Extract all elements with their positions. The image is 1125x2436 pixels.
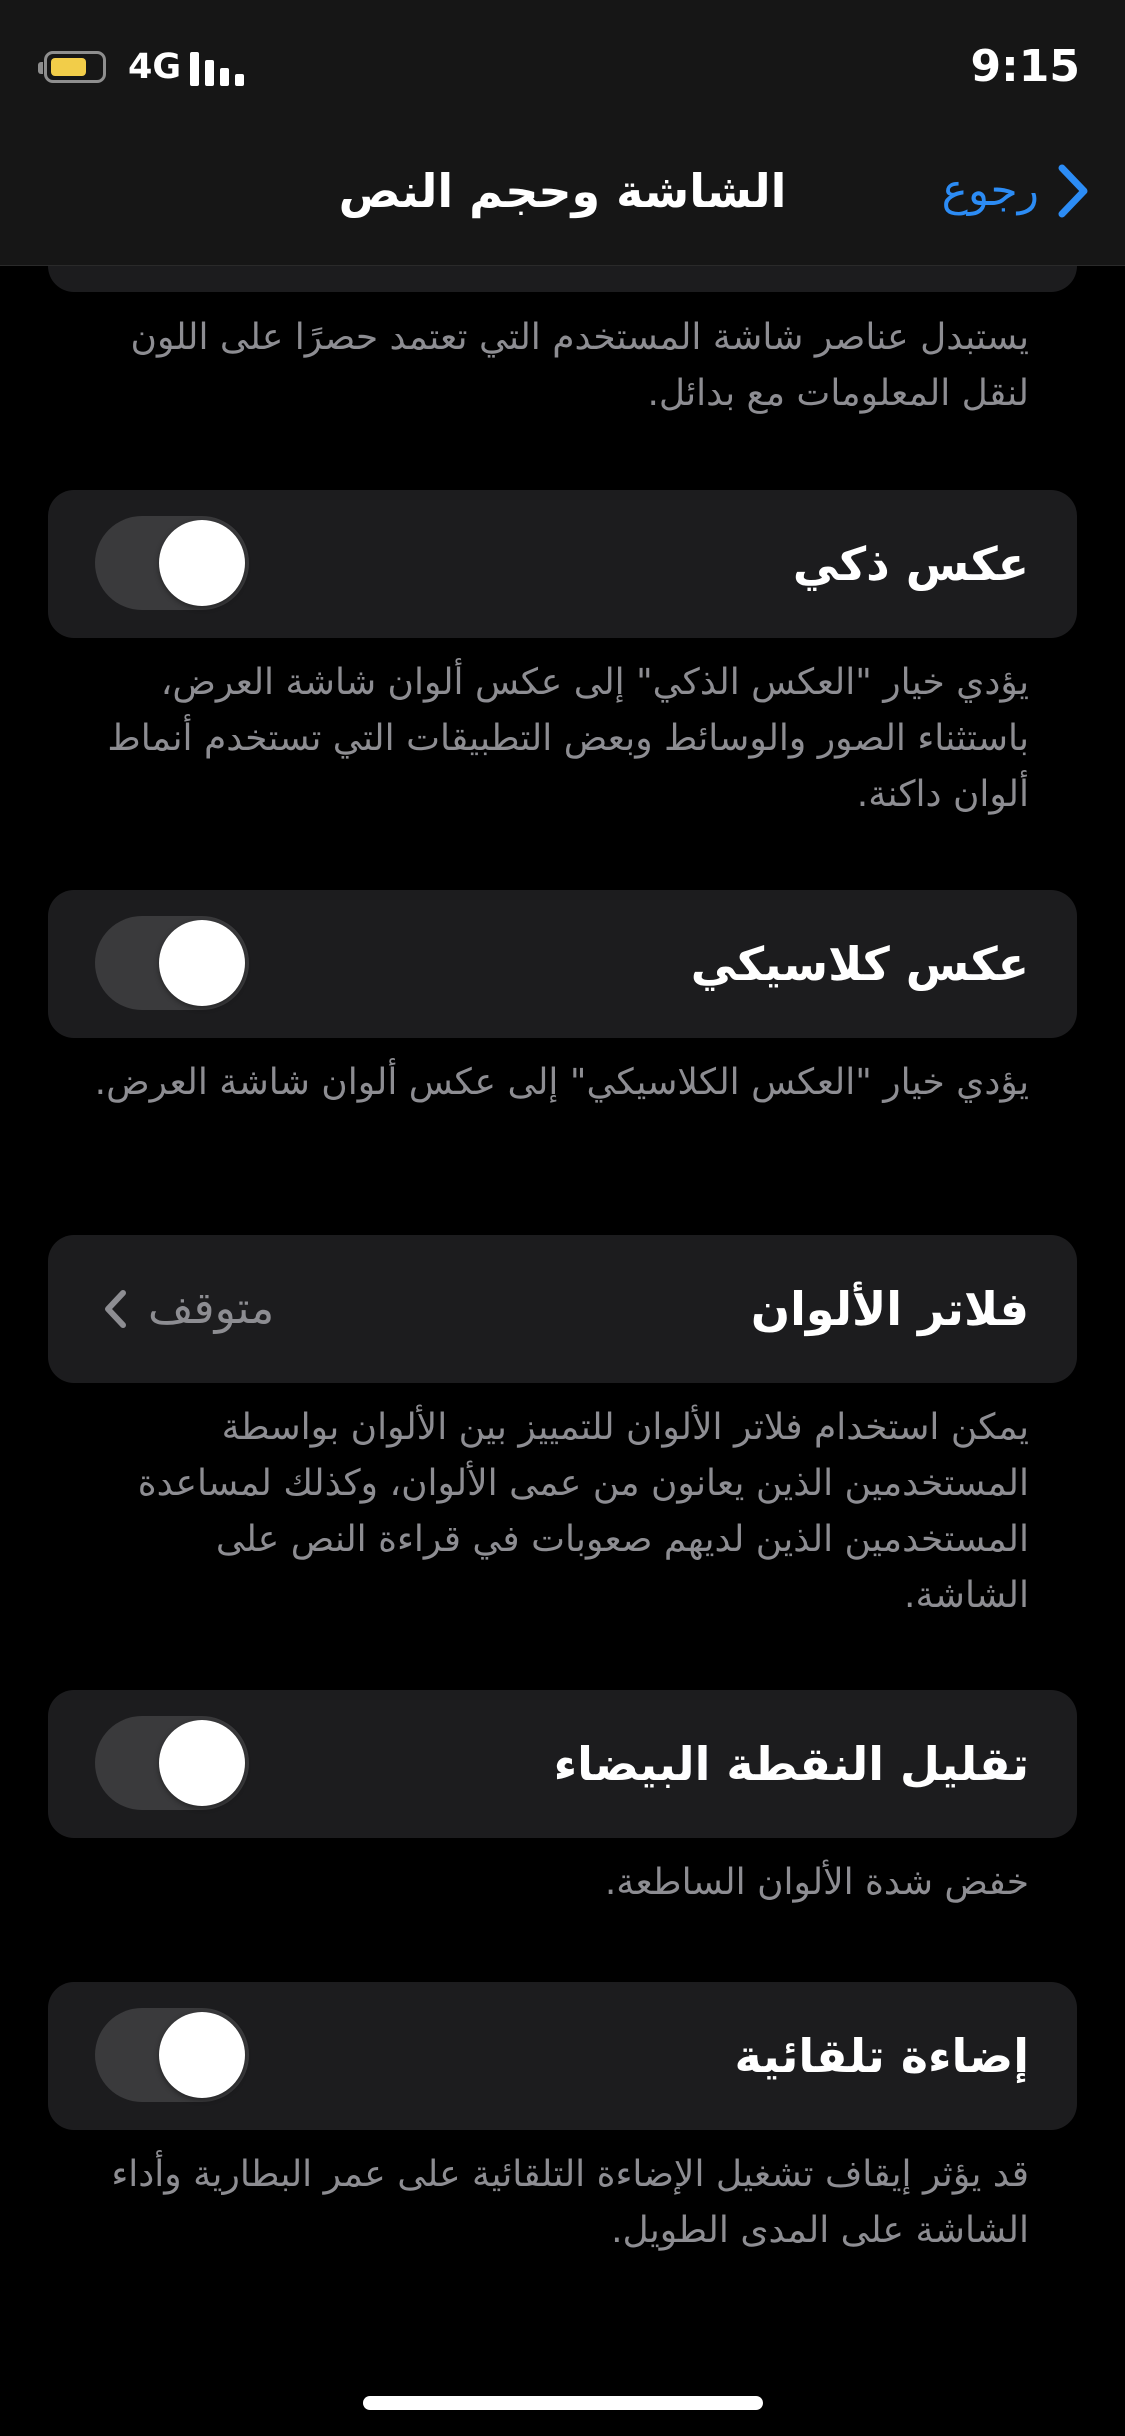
reduce-white-point-label: تقليل النقطة البيضاء [553,1737,1029,1791]
navigation-bar [0,130,1125,266]
classic-invert-toggle[interactable] [95,916,249,1010]
classic-invert-row [48,890,1077,1038]
reduce-white-point-footer: خفض شدة الألوان الساطعة. [604,1862,1029,1903]
back-label: رجوع [941,165,1039,216]
color-filters-footer: يمكن استخدام فلاتر الألوان للتمييز بين الألوان بواسطة المستخدمين الذين يعانون من عمى الألوان، وكذلك لمساعدة المستخدمين الذين لديهم صعوبات في قراءة النص على الشاشة. [137,1407,1029,1616]
auto-brightness-toggle[interactable] [95,2008,249,2102]
classic-invert-footer: يؤدي خيار "العكس الكلاسيكي" إلى عكس ألوان شاشة العرض. [94,1062,1029,1103]
color-filters-label: فلاتر الألوان [750,1282,1029,1336]
battery-cap [38,62,43,74]
auto-brightness-footer: قد يؤثر إيقاف تشغيل الإضاءة التلقائية على عمر البطارية وأداء الشاشة على المدى الطويل. [111,2154,1029,2251]
home-indicator[interactable] [363,2396,763,2410]
smart-invert-toggle[interactable] [95,516,249,610]
status-bar [0,0,1125,130]
auto-brightness-label: إضاءة تلقائية [734,2029,1029,2083]
toggle-knob [159,1720,245,1806]
network-type: 4G [128,47,182,87]
smart-invert-footer: يؤدي خيار "العكس الذكي" إلى عكس ألوان شاشة العرض، باستثناء الصور والوسائط وبعض التطبيقات التي تستخدم أنماط ألوان داكنة. [107,662,1029,815]
status-time: 9:15 [970,41,1080,92]
toggle-knob [159,520,245,606]
toggle-knob [159,920,245,1006]
smart-invert-label: عكس ذكي [792,537,1029,591]
differentiate-footer: يستبدل عناصر شاشة المستخدم التي تعتمد حصرًا على اللون لنقل المعلومات مع بدائل. [130,317,1029,414]
toggle-knob [159,2012,245,2098]
smart-invert-row [48,490,1077,638]
classic-invert-label: عكس كلاسيكي [690,937,1029,991]
reduce-white-point-toggle[interactable] [95,1716,249,1810]
signal-bars-icon [190,52,246,86]
battery-icon [44,51,106,83]
chevron-right-icon [1053,158,1093,224]
previous-card-edge [48,266,1077,292]
back-button[interactable] [942,158,1093,224]
color-filters-value: متوقف [148,1283,275,1334]
auto-brightness-row [48,1982,1077,2130]
color-filters-row[interactable] [48,1235,1077,1383]
chevron-left-icon [100,1287,130,1331]
reduce-white-point-row [48,1690,1077,1838]
battery-level [51,58,86,76]
page-title: الشاشة وحجم النص [338,164,787,218]
